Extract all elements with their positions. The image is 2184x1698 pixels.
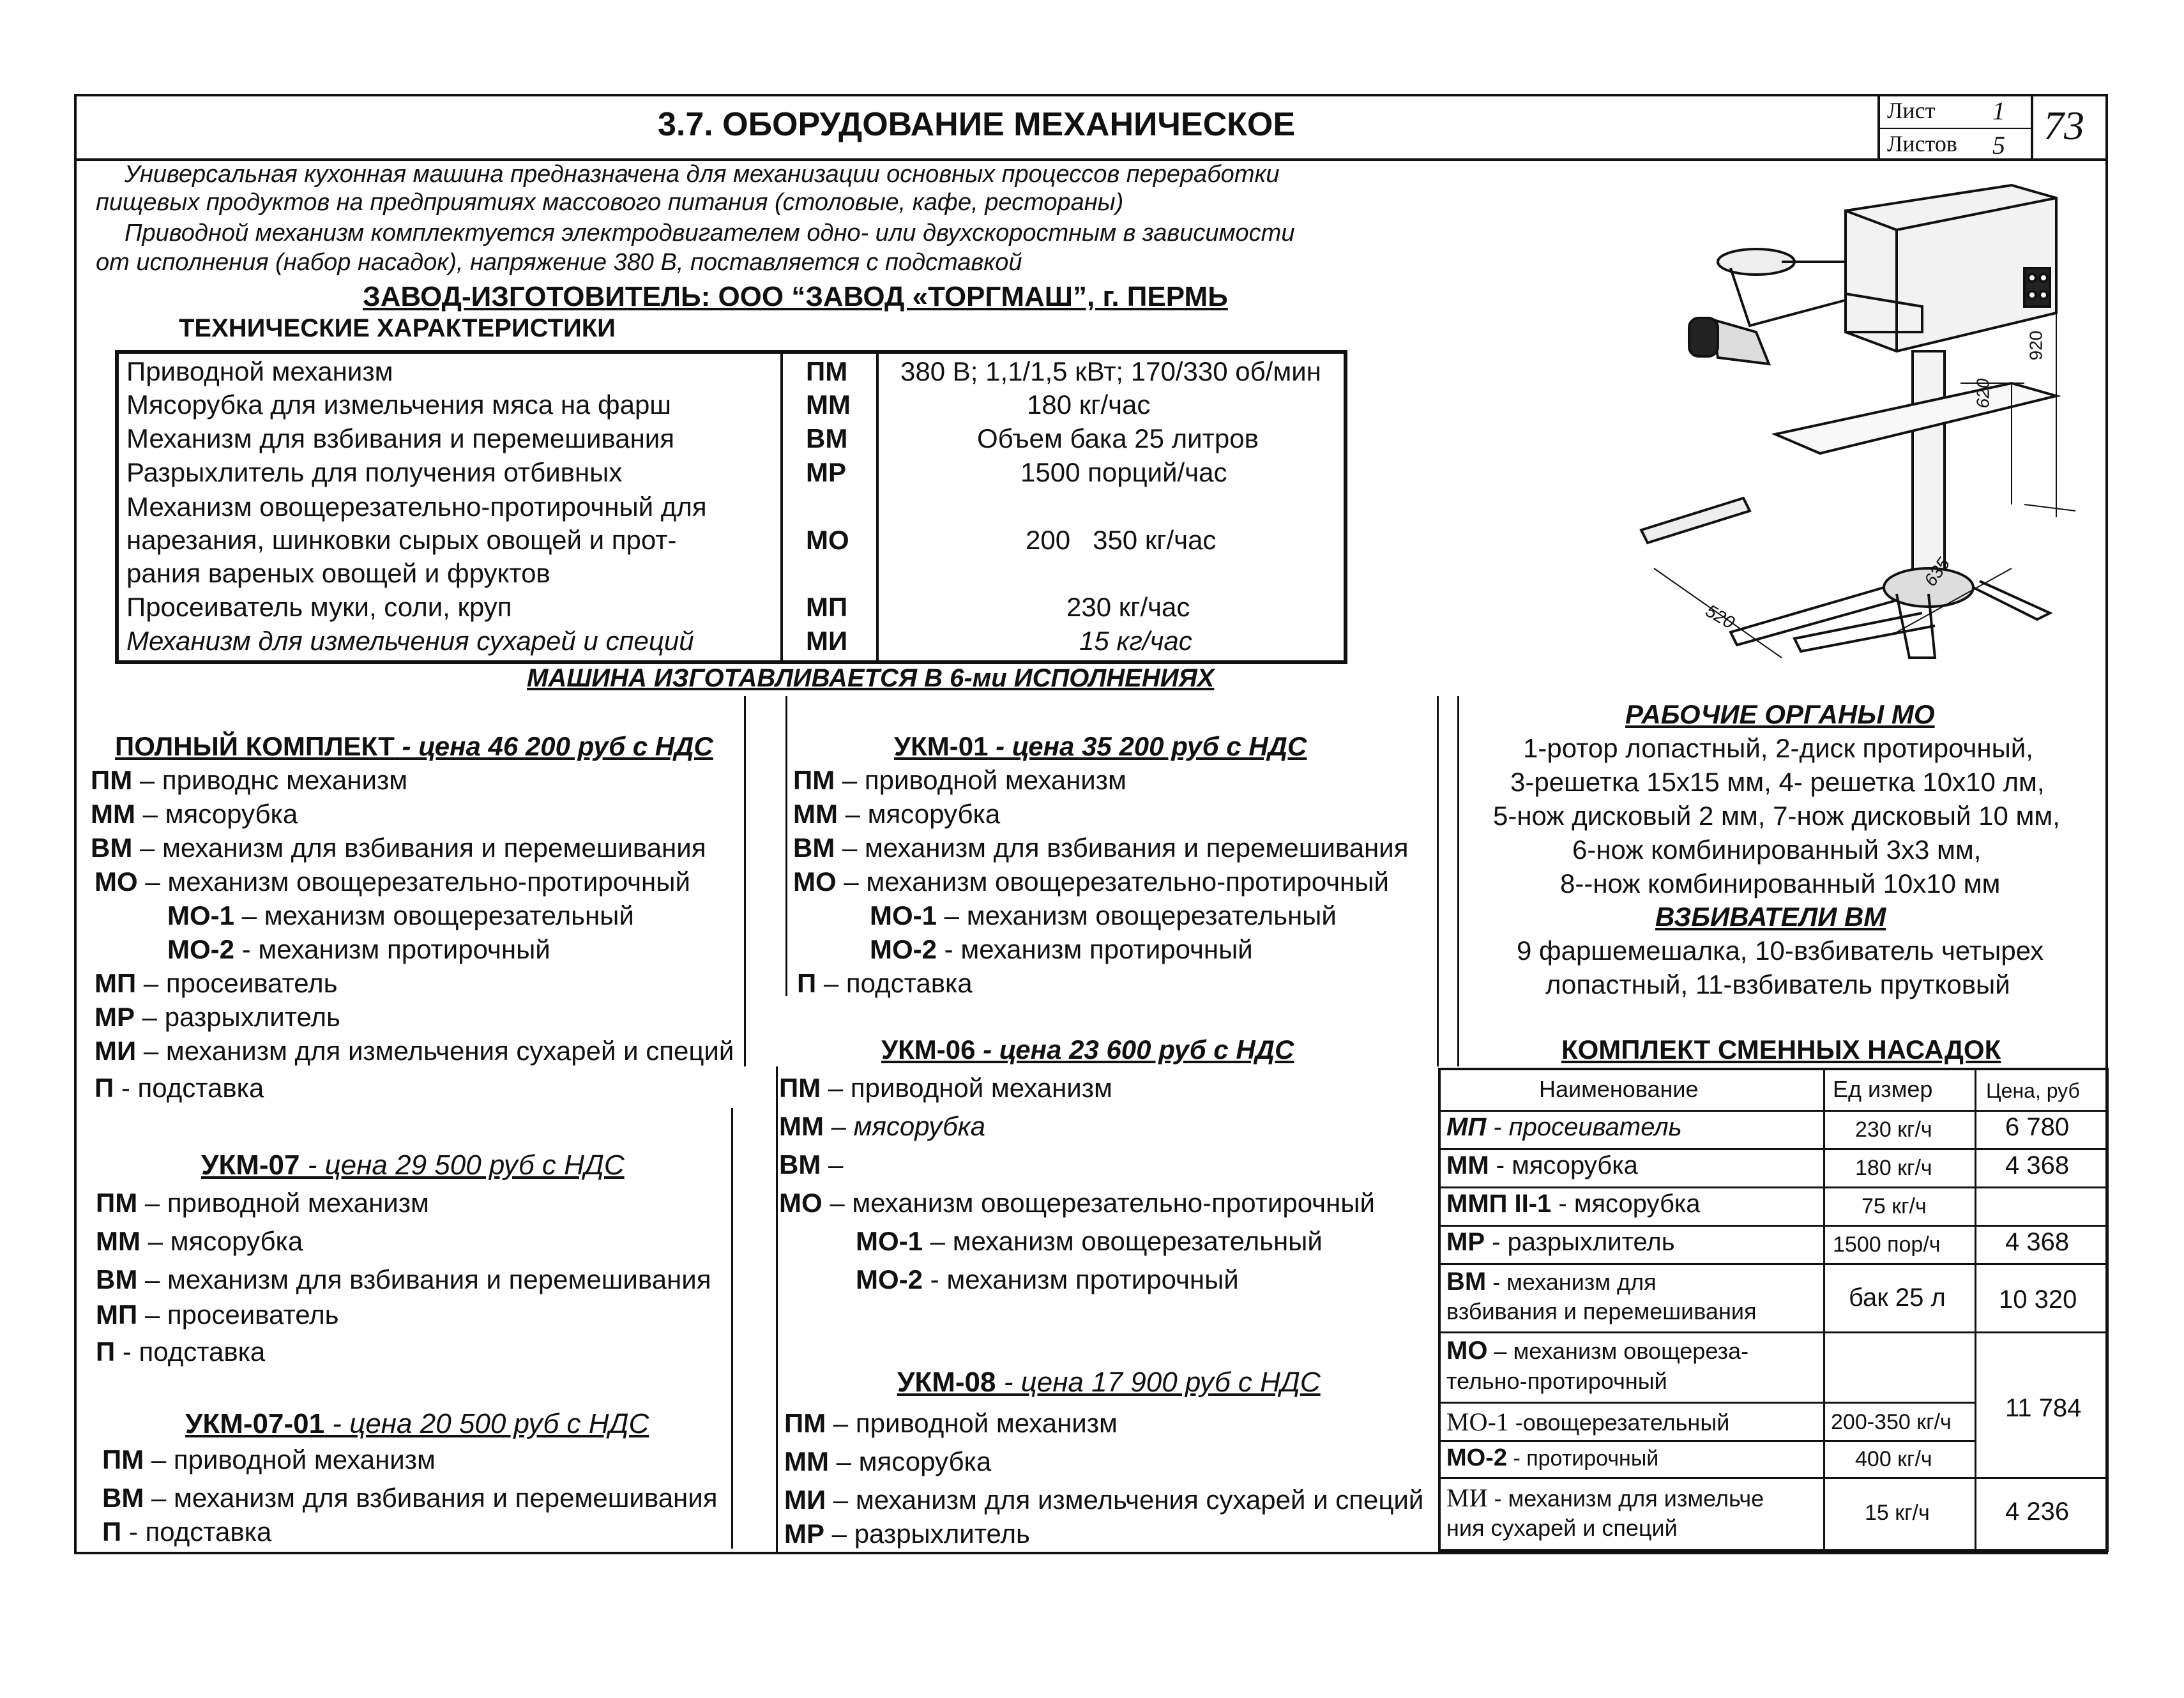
item-text: – разрыхлитель [824,1519,1030,1549]
item-text: – просеиватель [136,968,338,998]
item-code: ММ [96,1226,140,1256]
ukm08-item [784,1446,991,1477]
item-text: – приводной механизм [137,1188,429,1218]
attachment-name: - механизм для измельче [1487,1485,1764,1512]
column-divider-d [1457,696,1459,1066]
full-kit-item [91,765,407,796]
item-code: ВМ [779,1149,821,1179]
item-text: - механизм протирочный [923,1264,1239,1294]
item-text: – механизм для измельчения сухарей и специй [136,1036,734,1066]
ukm08-price: - цена 17 900 руб с НДС [996,1367,1321,1398]
item-code: ПМ [784,1408,826,1438]
tech-value-vm: Объем бака 25 литров [977,423,1259,453]
attachment-code: МИ [1446,1483,1488,1512]
ukm01-heading [894,731,1307,762]
working-parts-heading: РАБОЧИЕ ОРГАНЫ МО [1625,699,1935,729]
attachment-name: - протирочный [1507,1446,1659,1471]
attachment-code: МП [1446,1113,1487,1141]
sheets-label: Листов [1887,131,1957,156]
attachment-row [1446,1407,1729,1437]
item-text: – приводнс механизм [132,765,408,795]
full-kit-item [95,1073,264,1103]
tech-value-mo: 200 350 кг/час [1026,525,1217,555]
ukm06-item [779,1188,1375,1218]
item-code: ПМ [793,765,835,795]
column-divider-a [744,696,746,1066]
item-text: – подставка [816,968,973,998]
dim-635: 635 [1920,554,1954,590]
ukm07-item [96,1226,303,1257]
full-kit-title: ПОЛНЫЙ КОМПЛЕКТ [115,731,395,761]
attachment-code: ВМ [1446,1268,1487,1296]
sheet-label: Лист [1887,98,1936,123]
ukm01-item [870,900,1337,931]
attachments-row-line [1438,1148,2109,1150]
attachment-row [1446,1113,1682,1142]
attachments-header-unit: Ед измер [1833,1076,1933,1102]
attachment-row [1446,1228,1675,1257]
tech-name-vm: Механизм для взбивания и перемешивания [126,423,675,453]
item-code: МО-1 [856,1226,923,1256]
working-parts-line: 3-решетка 15х15 мм, 4- решетка 10х10 лм, [1510,767,2045,797]
full-kit-item [91,833,706,863]
item-text: – мясорубка [823,1111,985,1141]
item-text: – механизм для измельчения сухарей и специй [826,1485,1424,1515]
full-kit-item [91,799,298,830]
intro-line-3: Приводной механизм комплектуется электродвигателем одно- или двухскоростным в зависимости [125,220,1295,246]
attachments-heading: КОМПЛЕКТ СМЕННЫХ НАСАДОК [1561,1035,2001,1065]
beaters-heading: ВЗБИВАТЕЛИ ВМ [1655,902,1886,932]
ukm01-item [793,867,1389,897]
attachment-row [1446,1444,1658,1472]
tech-name-mr: Разрыхлитель для получения отбивных [126,457,623,487]
attachments-col-1 [1823,1068,1825,1552]
column-divider-c [1437,696,1439,1066]
item-code: МО-1 [167,900,234,930]
item-text: – механизм овощерезательный [937,900,1337,930]
page-number: 73 [2044,103,2084,148]
ukm07-price: - цена 29 500 руб с НДС [300,1149,625,1181]
attachment-name: - мясорубка [1489,1151,1638,1179]
working-parts-line: 8--нож комбинированный 10х10 мм [1560,868,2001,898]
item-code: П [96,1337,116,1367]
tech-code-vm: ВМ [806,423,848,453]
attachment-price: 10 320 [1999,1285,2077,1314]
item-text: – механизм для взбивания и перемешивания [132,833,706,863]
full-kit-price: - цена 46 200 руб с НДС [394,731,713,761]
item-text: – механизм для взбивания и перемешивания [144,1483,718,1513]
item-code: МО-2 [856,1264,923,1294]
ukm08-item [784,1519,1030,1549]
item-text: – мясорубка [837,799,1001,829]
item-code: МО [95,867,138,897]
attachment-name: - просеиватель [1486,1113,1682,1141]
item-text: – [821,1149,844,1179]
item-code: МР [784,1519,824,1549]
tech-code-pm: ПМ [806,356,848,386]
ukm0701-item [102,1517,271,1547]
attachment-row [1446,1151,1638,1180]
attachment-name: -овощерезательный [1508,1409,1730,1436]
item-code: ПМ [779,1073,821,1103]
dim-920: 920 [2026,330,2046,361]
item-code: МП [95,968,137,998]
item-text: – мясорубка [828,1446,992,1476]
ukm0701-heading [185,1408,649,1440]
attachments-row-line [1438,1263,2109,1265]
attachment-code: МО-2 [1446,1444,1507,1471]
ukm08-item [784,1408,1118,1439]
item-code: ММ [793,799,838,829]
item-code: ВМ [91,833,133,863]
attachment-unit: 15 кг/ч [1865,1501,1930,1525]
attachment-price: 4 368 [2005,1228,2070,1256]
sheets-value: 5 [1992,131,2005,160]
page-title: 3.7. ОБОРУДОВАНИЕ МЕХАНИЧЕСКОЕ [658,106,1296,143]
attachments-row-line [1438,1331,2109,1333]
tech-name-mi: Механизм для измельчения сухарей и специй [126,626,694,656]
tech-value-mr: 1500 порций/час [1020,457,1227,487]
beaters-line: лопастный, 11-взбиватель прутковый [1545,969,2010,999]
attachments-row-line [1438,1440,1975,1442]
dim-620: 620 [1973,378,1993,409]
tech-name-mo-1: Механизм овощерезательно-протирочный для [126,492,707,522]
ukm06-heading [881,1035,1294,1065]
attachment-unit: 75 кг/ч [1862,1194,1927,1218]
tech-name-mp: Просеиватель муки, соли, круп [126,592,512,622]
ukm0701-item [102,1444,436,1475]
item-text: – механизм для взбивания и перемешивания [835,833,1409,863]
tech-col-divider-2 [876,350,879,664]
ukm06-item [856,1226,1323,1257]
tech-code-mr: МР [806,457,846,487]
ukm01-item [793,799,1000,830]
item-text: – приводной механизм [826,1408,1118,1438]
ukm07-item [96,1300,339,1330]
motor-housing [1846,185,2056,351]
item-code: ПМ [91,765,133,795]
attachment-name: - механизм для [1486,1269,1657,1295]
attachments-row-line [1438,1110,2109,1112]
item-code: МО-2 [870,934,937,964]
ukm0701-title: УКМ-07-01 [185,1408,325,1439]
ukm01-item [793,833,1408,863]
attachments-row-line [1438,1225,2109,1227]
item-code: ММ [784,1446,829,1476]
attachment-unit: бак 25 л [1849,1284,1946,1312]
attachment-row [1446,1337,1748,1365]
item-code: ВМ [96,1264,138,1294]
tech-code-mi: МИ [806,626,848,656]
tech-code-mp: МП [806,592,848,622]
ukm01-title: УКМ-01 [894,731,989,761]
ukm07-item [96,1264,711,1295]
attachment-code: ММ [1446,1151,1489,1179]
item-code: ВМ [793,833,835,863]
item-text: – приводной механизм [144,1444,436,1474]
tech-name-mm: Мясорубка для измельчения мяса на фарш [126,390,672,420]
tech-name-pm: Приводной механизм [126,356,393,386]
dim-520: 520 [1702,600,1738,633]
tech-value-pm: 380 В; 1,1/1,5 кВт; 170/330 об/мин [900,356,1321,386]
ukm01-item [793,765,1126,796]
item-text: – механизм овощерезательно-протирочный [836,867,1389,897]
attachment-name: – механизм овощереза- [1487,1338,1749,1364]
full-kit-item [95,867,690,897]
item-code: П [102,1517,122,1547]
header-sheet-divider [1877,94,1880,160]
ukm07-heading [201,1149,625,1181]
full-kit-item [95,1036,734,1066]
attachment-unit: 180 кг/ч [1855,1156,1932,1180]
item-code: МО [793,867,837,897]
item-text: – просеиватель [137,1300,339,1330]
working-parts-line: 1-ротор лопастный, 2-диск протирочный, [1523,733,2033,763]
full-kit-heading [115,731,713,762]
attachments-header-name: Наименование [1539,1076,1699,1102]
machine-drawing [1565,172,2075,671]
ukm08-title: УКМ-08 [897,1367,996,1398]
attachments-header-price: Цена, руб [1986,1079,2080,1102]
working-parts-line: 6-нож комбинированный 3х3 мм, [1572,835,1982,865]
ukm0701-price: - цена 20 500 руб с НДС [324,1408,649,1439]
attachment-unit: 200-350 кг/ч [1831,1410,1952,1434]
item-code: ПМ [102,1444,144,1474]
attachment-code: МО [1446,1337,1488,1365]
item-text: – мясорубка [135,799,298,829]
item-text: – механизм для взбивания и перемешивания [137,1264,711,1294]
ukm06-price: - цена 23 600 руб с НДС [975,1035,1294,1065]
ukm06-item [779,1149,843,1180]
tech-name-mo-2: нарезания, шинковки сырых овощей и прот- [126,525,677,555]
attachment-name-cont: ния сухарей и специй [1446,1515,1678,1541]
ukm01-item [870,934,1253,965]
attachment-row [1446,1268,1657,1296]
item-code: МИ [784,1485,826,1515]
item-code: МИ [95,1036,137,1066]
item-code: МО [779,1188,823,1218]
sheet-value: 1 [1992,96,2005,125]
item-code: П [95,1073,114,1103]
item-text: - подставка [121,1517,272,1547]
attachment-unit: 1500 пор/ч [1833,1232,1941,1257]
full-kit-item [167,934,550,965]
working-parts-line: 5-нож дисковый 2 мм, 7-нож дисковый 10 мм, [1493,801,2060,831]
ukm0701-item [102,1483,717,1513]
full-kit-item [95,968,338,999]
versions-heading: МАШИНА ИЗГОТАВЛИВАЕТСЯ В 6-ми ИСПОЛНЕНИЯХ [527,664,1215,692]
item-text: - механизм протирочный [937,934,1253,964]
attachment-unit: 230 кг/ч [1855,1118,1932,1142]
item-code: МП [96,1300,138,1330]
item-code: ММ [91,799,135,829]
tech-col-divider-1 [780,350,783,664]
attachment-name-cont: взбивания и перемешивания [1446,1298,1757,1324]
attachment-name-cont: тельно-протирочный [1446,1368,1667,1394]
ukm08-heading [897,1367,1321,1399]
attachment-name: - разрыхлитель [1485,1228,1675,1256]
item-text: – разрыхлитель [135,1002,340,1032]
header-page-divider [2031,94,2033,160]
ukm06-item [779,1111,985,1142]
item-code: МР [95,1002,135,1032]
attachment-code: МО-1 [1446,1407,1509,1436]
attachment-code: ММП II-1 [1446,1190,1552,1218]
ukm01-item [797,968,973,999]
ukm06-item [856,1264,1239,1295]
full-kit-item [95,1002,340,1033]
intro-line-2: пищевых продуктов на предприятиях массового питания (столовые, кафе, рестораны) [96,189,1124,216]
intro-line-4: от исполнения (набор насадок), напряжение 380 В, поставляется с подставкой [96,249,1022,276]
tech-name-mo-3: рания вареных овощей и фруктов [126,558,550,588]
tech-value-mp: 230 кг/час [1066,592,1190,622]
full-kit-item [167,900,634,931]
ukm06-title: УКМ-06 [881,1035,976,1065]
item-code: МО-2 [167,934,234,964]
attachment-row [1446,1190,1700,1218]
item-text: - механизм протирочный [234,934,550,964]
item-text: - подставка [115,1337,266,1367]
item-code: ВМ [102,1483,144,1513]
attachments-row-line [1438,1477,2109,1479]
column-divider-e [731,1108,733,1549]
ukm07-item [96,1337,265,1367]
ukm07-title: УКМ-07 [201,1149,300,1181]
item-text: – механизм овощерезательно-протирочный [137,867,690,897]
header-sheet-split [1877,128,2031,129]
item-text: – механизм овощерезательный [234,900,634,930]
attachment-price: 6 780 [2005,1113,2070,1141]
attachment-price: 4 236 [2005,1497,2070,1526]
attachment-unit: 400 кг/ч [1855,1447,1932,1471]
ukm08-item [784,1485,1423,1515]
tech-code-mo: МО [806,525,849,555]
attachment-code: МР [1446,1228,1485,1256]
item-code: П [797,968,817,998]
item-code: ПМ [96,1188,138,1218]
item-text: – мясорубка [140,1226,303,1256]
ukm07-item [96,1188,429,1218]
tech-value-mi: 15 кг/час [1079,626,1192,656]
attachment-row [1446,1483,1764,1513]
manufacturer: ЗАВОД-ИЗГОТОВИТЕЛЬ: ООО “ЗАВОД «ТОРГМАШ”, г. ПЕРМЬ [363,281,1228,312]
ukm01-price: - цена 35 200 руб с НДС [988,731,1307,761]
column-divider-f [776,1066,778,1552]
tech-heading: ТЕХНИЧЕСКИЕ ХАРАКТЕРИСТИКИ [179,314,616,342]
beaters-line: 9 фаршемешалка, 10-взбиватель четырех [1517,936,2044,966]
tech-value-mm: 180 кг/час [1027,390,1151,420]
column-divider-b [785,696,787,996]
item-code: МО-1 [870,900,937,930]
item-text: – приводной механизм [835,765,1126,795]
attachment-price: 11 784 [2005,1394,2082,1422]
attachments-col-2 [1975,1068,1976,1552]
item-text: – приводной механизм [821,1073,1112,1103]
item-text: - подставка [114,1073,264,1103]
attachments-row-line [1438,1402,1975,1404]
intro-line-1: Универсальная кухонная машина предназначена для механизации основных процессов переработки [125,161,1280,188]
tech-code-mm: ММ [806,390,851,420]
attachments-row-line [1438,1186,2109,1188]
item-code: ММ [779,1111,824,1141]
item-text: – механизм овощерезательно-протирочный [822,1188,1375,1218]
ukm06-item [779,1073,1112,1103]
column-stand [1641,351,2056,658]
item-text: – механизм овощерезательный [923,1226,1323,1256]
attachment-price: 4 368 [2005,1151,2070,1179]
attachment-name: - мясорубка [1551,1190,1701,1218]
